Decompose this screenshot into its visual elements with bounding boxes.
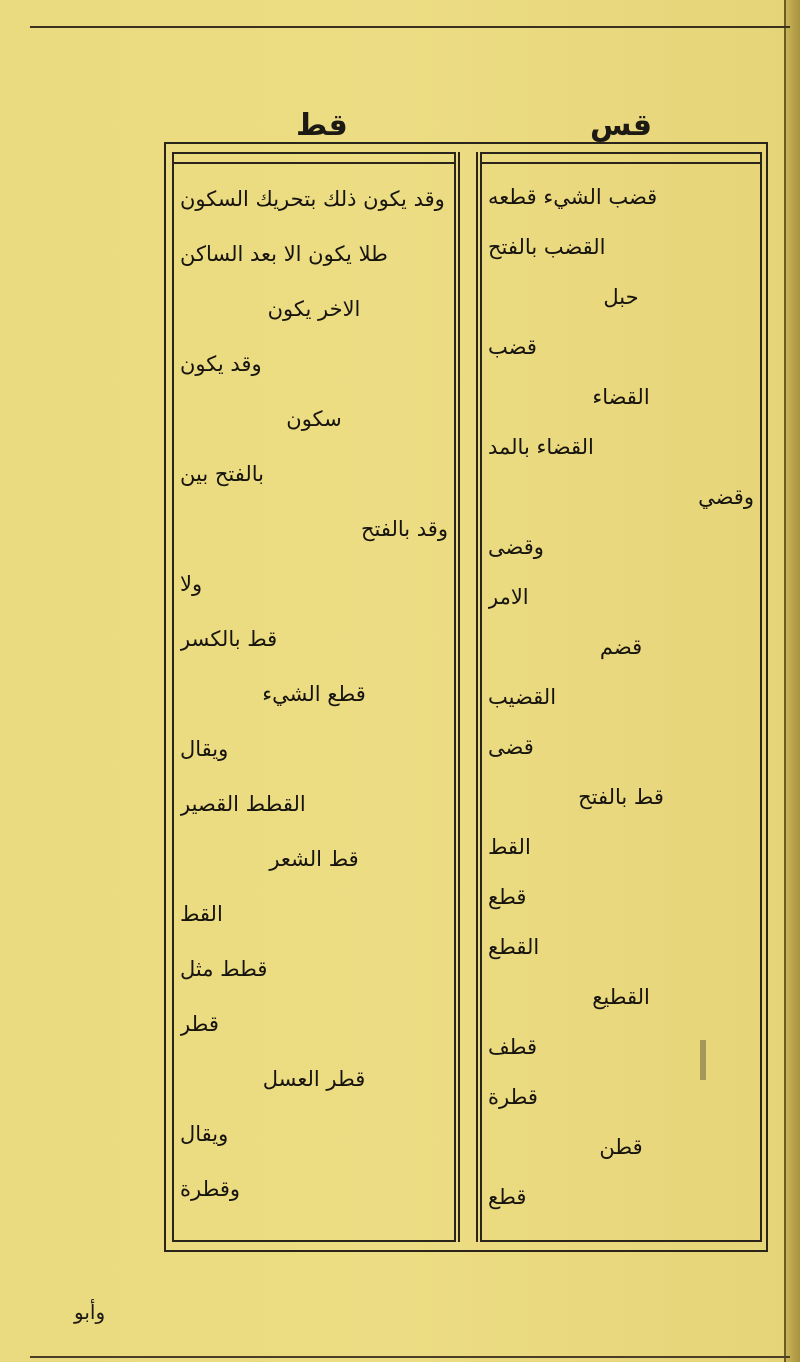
left-column-line: ويقال	[180, 737, 229, 761]
right-column-line: القط	[488, 834, 531, 859]
left-column-line: ويقال	[180, 1122, 229, 1146]
right-column-line: قضب	[488, 334, 537, 359]
right-column-line: القطيع	[592, 984, 650, 1009]
right-column-line: وقضى	[488, 534, 544, 559]
right-column-heading: قس	[590, 108, 653, 143]
right-column-line: القضاء بالمد	[488, 434, 594, 459]
right-column-line: القضيب	[488, 684, 557, 709]
left-column-line: طلا يكون الا بعد الساكن	[180, 242, 388, 266]
column-gutter	[458, 152, 478, 1242]
left-column-line: وقد بالفتح	[360, 517, 448, 541]
left-column-heading: قط	[296, 108, 348, 143]
left-column-line: قطط مثل	[180, 957, 268, 981]
right-column-line: القطع	[488, 934, 540, 959]
right-column-line: قضى	[488, 734, 534, 759]
left-column-line: ولا	[180, 572, 203, 596]
right-column-line: وقضي	[698, 484, 754, 509]
right-column-line: قضب الشيء قطعه	[488, 184, 658, 209]
right-column-line: القضب بالفتح	[488, 234, 606, 259]
right-column-line: حبل	[603, 284, 639, 309]
right-column-line: الامر	[488, 584, 529, 609]
left-column-line: القط	[180, 902, 223, 926]
left-text-column	[172, 152, 456, 1242]
right-column-line: قطرة	[488, 1084, 538, 1109]
left-column-line: قطر	[180, 1012, 219, 1036]
right-column-line: قطف	[488, 1034, 538, 1059]
right-column-lines	[488, 172, 754, 1234]
catchword: وأبو	[74, 1300, 106, 1324]
left-column-line: قطر العسل	[262, 1067, 366, 1091]
left-column-lines	[180, 172, 448, 1234]
bottom-rule	[30, 1356, 790, 1358]
top-rule	[30, 26, 790, 28]
column-top-rule	[174, 154, 454, 164]
left-column-line: الاخر يكون	[267, 297, 361, 321]
left-column-line: القطط القصير	[180, 792, 306, 816]
left-column-line: قط الشعر	[269, 847, 359, 871]
right-column-line: قضم	[599, 634, 643, 659]
page-edge	[784, 0, 800, 1362]
left-column-line: قطع الشيء	[262, 682, 366, 706]
column-top-rule	[482, 154, 760, 164]
right-column-line: القضاء	[592, 384, 650, 409]
right-column-line: قط بالفتح	[578, 784, 664, 809]
ink-stain	[700, 1040, 706, 1080]
left-column-line: وقطرة	[180, 1177, 240, 1201]
left-column-line: وقد يكون	[180, 352, 262, 376]
left-column-line: قط بالكسر	[180, 627, 278, 651]
left-column-line: بالفتح بين	[180, 462, 264, 486]
right-text-column	[480, 152, 762, 1242]
right-column-line: قطع	[488, 884, 527, 909]
left-column-line: وقد يكون ذلك بتحريك السكون	[180, 187, 445, 211]
right-column-line: قطع	[488, 1184, 527, 1209]
left-column-line: سكون	[286, 407, 342, 431]
right-column-line: قطن	[599, 1134, 643, 1159]
